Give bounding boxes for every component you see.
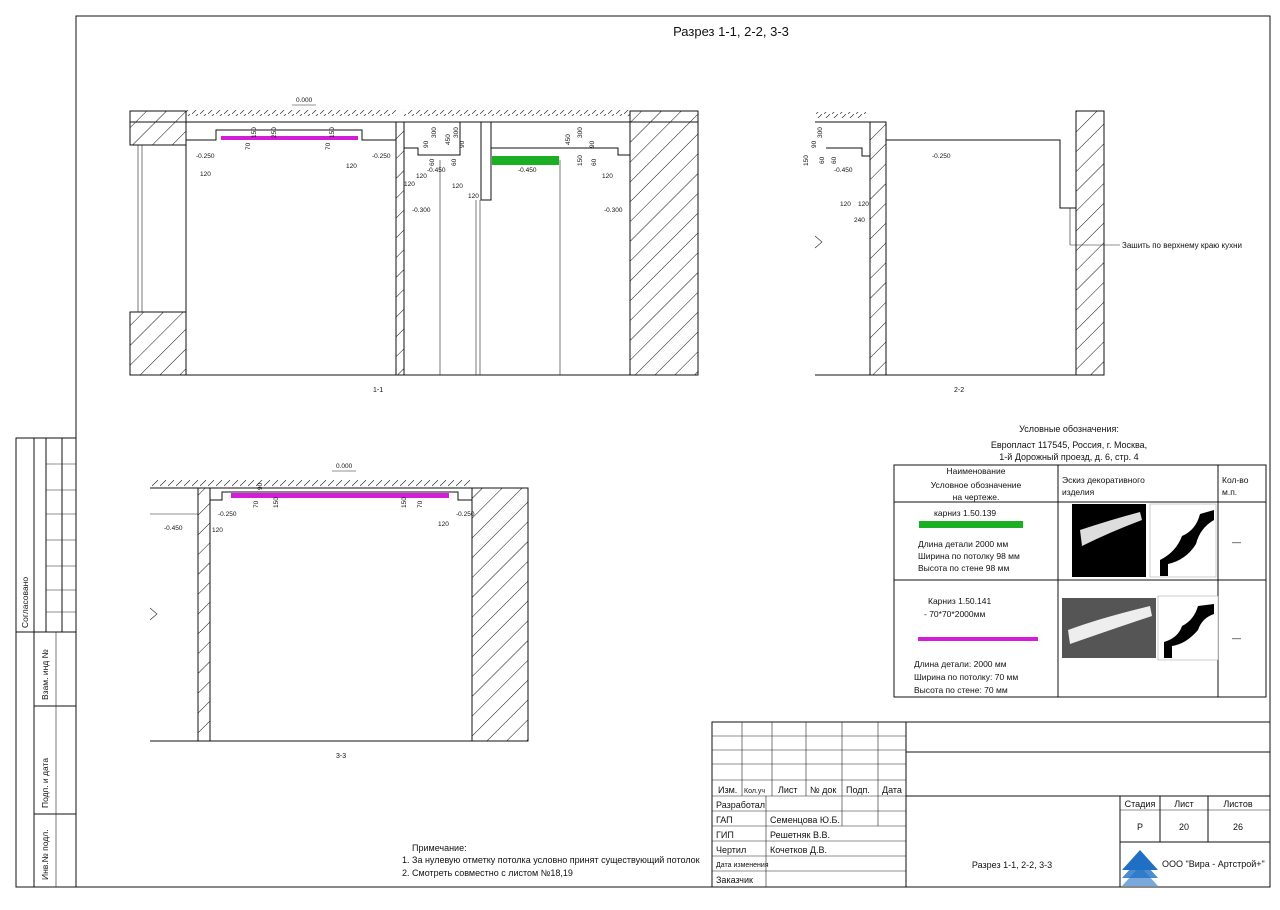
svg-text:Изм.: Изм. [718, 785, 738, 795]
svg-text:70: 70 [325, 142, 332, 150]
svg-text:Заказчик: Заказчик [716, 875, 753, 885]
level-1e: -0.300 [412, 207, 431, 214]
svg-text:Разрез 1-1, 2-2, 3-3: Разрез 1-1, 2-2, 3-3 [971, 860, 1053, 870]
svg-text:Р: Р [1136, 822, 1144, 832]
svg-text:м.п.: м.п. [1222, 487, 1238, 497]
kitchen-note: Зашить по верхнему краю кухни [1122, 241, 1242, 250]
svg-text:Согласовано: Согласовано [20, 576, 30, 628]
svg-text:Дата: Дата [882, 785, 902, 795]
level-3b: -0.250 [218, 511, 237, 518]
section-label-1-1: 1-1 [373, 387, 384, 394]
svg-text:70: 70 [253, 500, 260, 508]
svg-text:Подп. и дата: Подп. и дата [40, 757, 50, 808]
svg-text:изделия: изделия [1062, 487, 1095, 497]
svg-text:Высота по стене 98 мм: Высота по стене 98 мм [918, 563, 1010, 573]
svg-text:1. За нулевую отметку потолка: 1. За нулевую отметку потолка условно принят существующий потолок [402, 855, 700, 865]
svg-text:150: 150 [803, 155, 810, 166]
svg-text:300: 300 [431, 127, 438, 138]
legend [894, 424, 1266, 697]
svg-text:60: 60 [451, 158, 458, 166]
svg-text:90: 90 [257, 482, 264, 490]
svg-text:Решетняк В.В.: Решетняк В.В. [770, 830, 830, 840]
level-top-3: 0.000 [336, 463, 353, 470]
svg-text:120: 120 [416, 173, 427, 180]
level-top-1: 0.000 [296, 97, 313, 104]
svg-text:90: 90 [811, 140, 818, 148]
svg-text:240: 240 [854, 217, 865, 224]
legend-row-1 [918, 504, 1241, 577]
wall-3-right [472, 488, 528, 741]
svg-text:Кол-во: Кол-во [1222, 475, 1249, 485]
svg-text:450: 450 [565, 134, 572, 145]
svg-text:250: 250 [271, 127, 278, 138]
svg-text:60: 60 [831, 156, 838, 164]
svg-text:120: 120 [200, 171, 211, 178]
svg-text:60: 60 [819, 156, 826, 164]
partition [396, 122, 404, 375]
section-label-3-3: 3-3 [336, 753, 347, 760]
svg-text:70: 70 [245, 142, 252, 150]
svg-text:120: 120 [468, 193, 479, 200]
svg-text:300: 300 [453, 127, 460, 138]
svg-text:120: 120 [858, 201, 869, 208]
svg-text:—: — [1232, 633, 1241, 643]
level-1b: -0.250 [372, 153, 391, 160]
title-block [712, 722, 1270, 887]
svg-text:Инв.№ подл.: Инв.№ подл. [40, 829, 50, 880]
level-1d: -0.450 [518, 167, 537, 174]
wall-2-right [1076, 111, 1104, 375]
svg-text:Эскиз декоративного: Эскиз декоративного [1062, 475, 1145, 485]
level-3a: -0.450 [164, 525, 183, 532]
svg-text:2. Смотреть совместно с листом: 2. Смотреть совместно с листом №18,19 [402, 868, 573, 878]
svg-text:- 70*70*2000мм: - 70*70*2000мм [924, 609, 986, 619]
svg-text:на чертеже.: на чертеже. [952, 492, 1000, 502]
svg-text:90: 90 [459, 140, 466, 148]
svg-text:150: 150 [401, 497, 408, 508]
svg-text:—: — [1232, 537, 1241, 547]
svg-text:Чертил: Чертил [716, 845, 747, 855]
svg-text:450: 450 [445, 134, 452, 145]
svg-text:Разработал: Разработал [716, 800, 765, 810]
svg-text:120: 120 [602, 173, 613, 180]
level-2a: -0.250 [932, 153, 951, 160]
svg-text:Высота по стене: 70 мм: Высота по стене: 70 мм [914, 685, 1008, 695]
level-1c: -0.450 [427, 167, 446, 174]
side-stamp [16, 438, 76, 887]
svg-text:90: 90 [589, 140, 596, 148]
svg-text:120: 120 [346, 163, 357, 170]
svg-text:Наименование: Наименование [946, 466, 1006, 476]
level-3c: -0.250 [456, 511, 475, 518]
svg-text:300: 300 [577, 127, 584, 138]
section-label-2-2: 2-2 [954, 387, 965, 394]
svg-text:Кол.уч: Кол.уч [744, 788, 765, 795]
company-logo [1122, 850, 1158, 886]
svg-text:60: 60 [429, 158, 436, 166]
svg-text:Длина детали: 2000 мм: Длина детали: 2000 мм [914, 659, 1007, 669]
molding-magenta-3 [231, 493, 449, 498]
section-3-3 [150, 463, 528, 760]
svg-text:Условные обозначения:: Условные обозначения: [1019, 424, 1119, 434]
svg-text:26: 26 [1232, 822, 1244, 832]
svg-text:150: 150 [273, 497, 280, 508]
svg-text:Взам. инд №: Взам. инд № [40, 649, 50, 700]
wall-3-left [198, 488, 210, 741]
svg-text:Ширина по потолку 98 мм: Ширина по потолку 98 мм [918, 551, 1020, 561]
svg-text:Условное обозначение: Условное обозначение [930, 480, 1022, 490]
svg-text:1-й Дорожный проезд, д. 6, стр: 1-й Дорожный проезд, д. 6, стр. 4 [999, 452, 1139, 462]
legend-row-2 [914, 596, 1241, 695]
svg-text:150: 150 [251, 127, 258, 138]
svg-text:Длина детали 2000 мм: Длина детали 2000 мм [918, 539, 1009, 549]
svg-text:70: 70 [417, 500, 424, 508]
svg-text:60: 60 [591, 158, 598, 166]
notes [402, 843, 700, 878]
svg-text:120: 120 [212, 527, 223, 534]
svg-text:Европласт 117545, Россия, г. М: Европласт 117545, Россия, г. Москва, [990, 440, 1148, 450]
svg-text:ГАП: ГАП [716, 815, 733, 825]
svg-text:Примечание:: Примечание: [412, 843, 467, 853]
level-1a: -0.250 [196, 153, 215, 160]
level-1f: -0.300 [604, 207, 623, 214]
svg-text:300: 300 [817, 127, 824, 138]
molding-green-1 [492, 156, 559, 165]
svg-text:ГИП: ГИП [716, 830, 734, 840]
svg-text:Листов: Листов [1223, 799, 1253, 809]
company-name: ООО "Вира - Артстрой+" [1162, 859, 1265, 869]
svg-text:120: 120 [404, 181, 415, 188]
molding-magenta-1 [221, 136, 358, 140]
section-2-2 [803, 111, 1242, 394]
svg-text:Подп.: Подп. [846, 785, 870, 795]
svg-text:Ширина по потолку: 70 мм: Ширина по потолку: 70 мм [914, 672, 1019, 682]
svg-text:120: 120 [438, 521, 449, 528]
svg-text:Кочетков Д.В.: Кочетков Д.В. [770, 845, 827, 855]
wall-left-top [130, 111, 186, 145]
svg-text:Лист: Лист [778, 785, 798, 795]
sheet-title: Разрез 1-1, 2-2, 3-3 [673, 24, 789, 39]
svg-text:Семенцова Ю.Б.: Семенцова Ю.Б. [770, 815, 840, 825]
svg-text:Карниз 1.50.141: Карниз 1.50.141 [928, 596, 992, 606]
svg-text:120: 120 [452, 183, 463, 190]
svg-text:Дата изменения: Дата изменения [716, 862, 769, 869]
svg-text:№ док: № док [810, 785, 837, 795]
svg-text:150: 150 [577, 155, 584, 166]
svg-text:Лист: Лист [1174, 799, 1194, 809]
wall-2-left [870, 122, 886, 375]
section-1-1 [130, 97, 698, 394]
svg-text:150: 150 [329, 127, 336, 138]
wall-left-bottom [130, 312, 186, 375]
level-2b: -0.450 [834, 167, 853, 174]
svg-text:120: 120 [840, 201, 851, 208]
wall-right [630, 111, 698, 375]
svg-text:карниз 1.50.139: карниз 1.50.139 [934, 508, 997, 518]
svg-text:90: 90 [423, 140, 430, 148]
svg-text:Стадия: Стадия [1124, 799, 1156, 809]
svg-text:20: 20 [1178, 822, 1190, 832]
